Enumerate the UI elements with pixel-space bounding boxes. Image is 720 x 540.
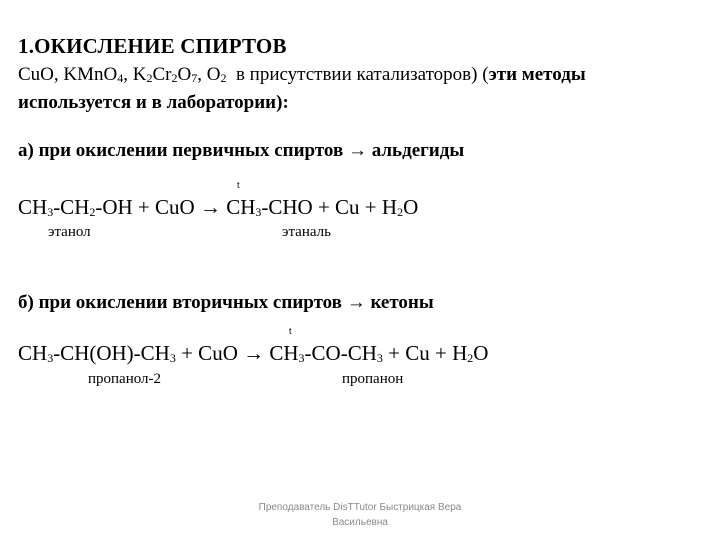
- eq-part: -CH(OH)-CH: [53, 341, 170, 365]
- section-b-reactant-name: пропанол-2: [88, 371, 162, 387]
- subscript: 3: [47, 205, 54, 219]
- section-a-condition: t: [237, 180, 240, 190]
- subscript: 3: [255, 205, 262, 219]
- footer-author: Преподаватель DisTTutor Быстрицкая Вера Васильевна: [258, 502, 462, 528]
- eq-part: CH: [18, 341, 48, 365]
- subscript: 4: [117, 71, 124, 85]
- eq-part: + CuO → CH: [175, 341, 299, 365]
- subscript: 2: [171, 71, 178, 85]
- reagent-text: O: [177, 64, 192, 85]
- subscript: 2: [146, 71, 153, 85]
- eq-part: -CHO + Cu + H: [261, 195, 398, 219]
- reagent-text: Cr: [152, 64, 172, 85]
- reagents-line: [18, 64, 586, 86]
- reagent-text: CuO, KMnO: [18, 64, 118, 85]
- subscript: 7: [191, 71, 198, 85]
- section-b-condition: t: [289, 326, 292, 336]
- subscript: 3: [376, 351, 383, 365]
- eq-part: -OH + CuO → CH: [95, 195, 256, 219]
- subscript: 3: [169, 351, 176, 365]
- section-a-heading: а) при окислении первичных спиртов → альдегиды: [18, 140, 465, 161]
- reagent-text-bold: эти методы: [488, 64, 586, 85]
- eq-part: -CH: [53, 195, 90, 219]
- reagent-text: , K: [123, 64, 147, 85]
- subscript: 3: [298, 351, 305, 365]
- subscript: 3: [47, 351, 54, 365]
- subscript: 2: [89, 205, 96, 219]
- section-a-equation: [18, 195, 418, 220]
- subscript: 2: [220, 71, 227, 85]
- section-b-product-name: пропанон: [342, 371, 404, 387]
- eq-part: CH: [18, 195, 48, 219]
- reagent-text: , O: [197, 64, 221, 85]
- eq-part: O: [403, 195, 419, 219]
- slide-title: 1.ОКИСЛЕНИЕ СПИРТОВ: [18, 34, 287, 58]
- section-a-reactant-name: этанол: [48, 224, 91, 240]
- subscript: 2: [467, 351, 474, 365]
- eq-part: + Cu + H: [382, 341, 468, 365]
- eq-part: -CO-CH: [304, 341, 377, 365]
- section-a-product-name: этаналь: [282, 224, 331, 240]
- section-b-heading: б) при окислении вторичных спиртов → кетоны: [18, 292, 434, 313]
- eq-part: O: [473, 341, 489, 365]
- reagent-text: в присутствии катализаторов) (: [226, 64, 489, 85]
- section-b-equation: [18, 341, 488, 366]
- subscript: 2: [397, 205, 404, 219]
- reagents-line-2: используется и в лаборатории):: [18, 92, 289, 113]
